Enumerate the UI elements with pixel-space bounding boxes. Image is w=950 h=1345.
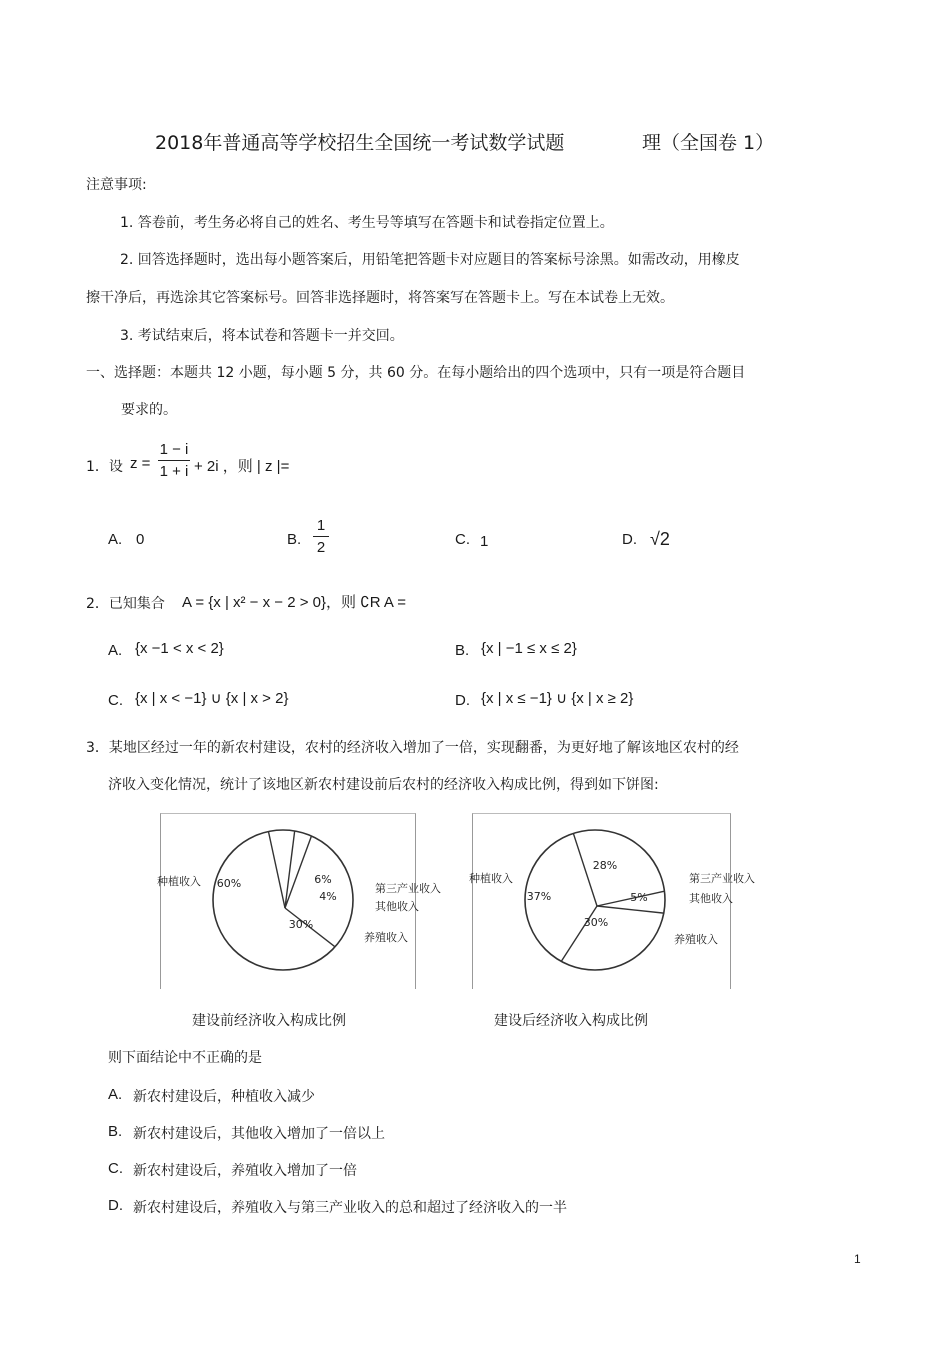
q3-option-c-text: 新农村建设后，养殖收入增加了一倍: [133, 1163, 357, 1179]
notice-heading: 注意事项:: [86, 177, 147, 193]
q1-option-b-label: B.: [287, 531, 302, 548]
q2-option-b-value: {x | −1 ≤ x ≤ 2}: [481, 640, 577, 657]
q3-option-d-label: D.: [108, 1197, 123, 1214]
pie-value-label: 5%: [630, 891, 648, 904]
q2-option-a-value: {x −1 < x < 2}: [135, 640, 224, 657]
q1-option-c-value: 1: [480, 533, 489, 550]
pie-category-label: 种植收入: [469, 872, 513, 885]
section-heading-cont: 要求的。: [121, 402, 177, 418]
pie-category-label: 种植收入: [157, 875, 201, 888]
pie-category-label: 第三产业收入: [689, 872, 755, 885]
q3-option-b-text: 新农村建设后，其他收入增加了一倍以上: [133, 1126, 385, 1142]
q3-option-b-label: B.: [108, 1123, 123, 1140]
q1-option-a-value: 0: [136, 531, 145, 548]
q1-option-b-fraction: [313, 517, 329, 556]
q1-option-c-label: C.: [455, 531, 470, 548]
q2-stem: 2．已知集合: [86, 596, 165, 612]
notice-item: 1. 答卷前，考生务必将自己的姓名、考生号等填写在答题卡和试卷指定位置上。: [120, 215, 614, 231]
pie-value-label: 6%: [314, 873, 332, 886]
q3-stem-line1: 3．某地区经过一年的新农村建设，农村的经济收入增加了一倍，实现翻番，为更好地了解该地区农村的经: [86, 740, 739, 756]
notice-item: 3. 考试结束后，将本试卷和答题卡一并交回。: [120, 328, 404, 344]
q1-option-b-denominator: 2: [316, 539, 326, 556]
q1-option-b-numerator: 1: [316, 517, 326, 534]
page-title: 2018年普通高等学校招生全国统一考试数学试题: [155, 132, 565, 154]
pie-value-label: 4%: [319, 890, 337, 903]
page-number: 1: [854, 1252, 861, 1266]
pie-category-label: 其他收入: [689, 892, 733, 905]
q3-prompt: 则下面结论中不正确的是: [108, 1050, 262, 1066]
pie-chart-after-frame: [469, 813, 755, 989]
q1-fraction: [158, 441, 190, 480]
notice-item: 擦干净后，再选涂其它答案标号。回答非选择题时，将答案写在答题卡上。写在本试卷上无效。: [86, 290, 674, 306]
pie-category-label: 养殖收入: [674, 933, 718, 946]
q1-option-d-label: D.: [622, 531, 637, 548]
q2-option-d-value: {x | x ≤ −1} ∪ {x | x ≥ 2}: [481, 690, 634, 707]
pie-category-label: 第三产业收入: [375, 882, 441, 895]
pie-value-label: 30%: [583, 916, 609, 929]
q2-option-c-value: {x | x < −1} ∪ {x | x > 2}: [135, 690, 289, 707]
q1-z-lhs: z =: [130, 455, 151, 472]
q1-tail: + 2i ，则 | z |=: [194, 458, 290, 475]
q3-option-a-text: 新农村建设后，种植收入减少: [133, 1089, 315, 1105]
caption-after: 建设后经济收入构成比例: [494, 1013, 648, 1029]
q1-option-d-value: √2: [650, 529, 670, 549]
pie-value-label: 30%: [288, 918, 314, 931]
q2-option-a-label: A.: [108, 642, 123, 659]
q2-option-c-label: C.: [108, 692, 123, 709]
q2-option-d-label: D.: [455, 692, 470, 709]
pie-chart-before-frame: [157, 813, 441, 989]
caption-before: 建设前经济收入构成比例: [192, 1013, 346, 1029]
pie-category-label: 养殖收入: [364, 931, 408, 944]
pie-value-label: 60%: [216, 877, 242, 890]
q2-set-definition: A = {x | x² − x − 2 > 0}，则 ∁R A =: [182, 594, 406, 611]
notice-item: 2. 回答选择题时，选出每小题答案后，用铅笔把答题卡对应题目的答案标号涂黑。如需改动，用橡皮: [120, 252, 740, 268]
section-heading: 一、选择题：本题共 12 小题，每小题 5 分，共 60 分。在每小题给出的四个选项中，只有一项是符合题目: [86, 365, 746, 381]
pie-value-label: 37%: [526, 890, 552, 903]
q1-option-a-label: A.: [108, 531, 123, 548]
pie-value-label: 28%: [592, 859, 618, 872]
q2-option-b-label: B.: [455, 642, 470, 659]
q3-stem-line2: 济收入变化情况，统计了该地区新农村建设前后农村的经济收入构成比例，得到如下饼图:: [108, 777, 659, 793]
q3-option-d-text: 新农村建设后，养殖收入与第三产业收入的总和超过了经济收入的一半: [133, 1200, 567, 1216]
q3-option-a-label: A.: [108, 1086, 123, 1103]
q1-fraction-numerator: 1 − i: [159, 441, 189, 458]
pie-chart-before: [157, 814, 441, 989]
q1-fraction-denominator: 1 + i: [159, 463, 189, 480]
page-title-suffix: 理（全国卷 1）: [642, 132, 775, 154]
pie-category-label: 其他收入: [375, 900, 419, 913]
q1-number: 1．设: [86, 459, 123, 475]
q3-option-c-label: C.: [108, 1160, 123, 1177]
pie-chart-after: [469, 814, 755, 989]
